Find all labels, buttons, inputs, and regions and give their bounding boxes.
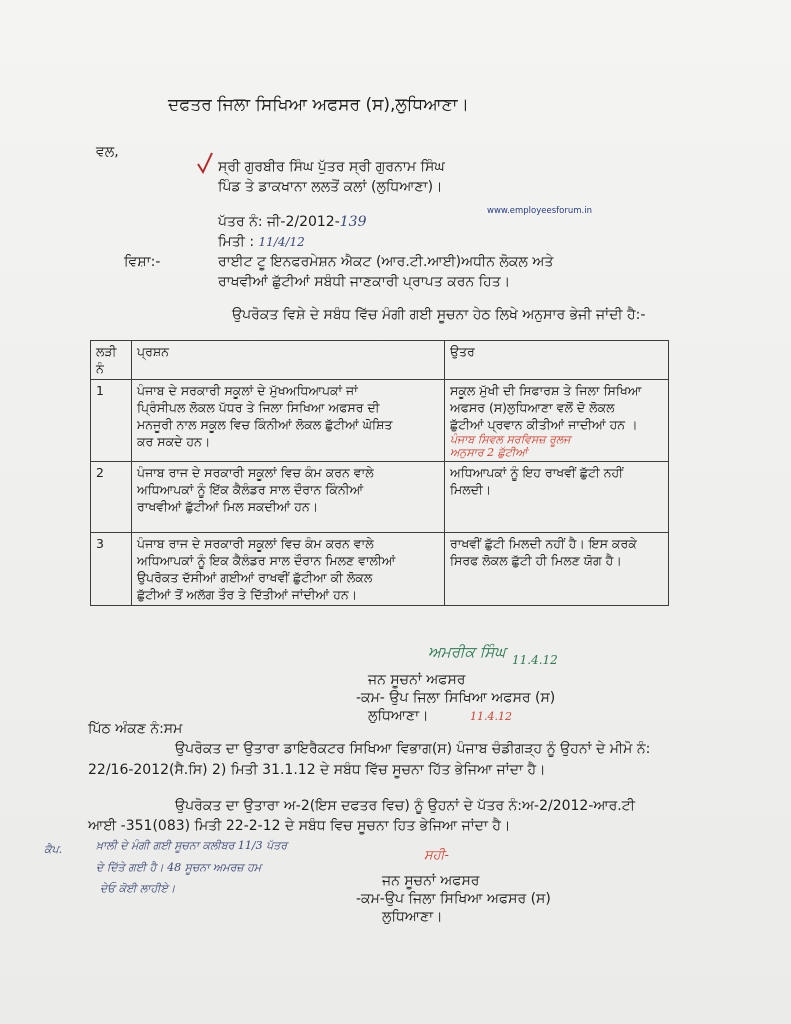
handnote-line-2: ਦੇ ਦਿੱਤੇ ਗਈ ਹੈ। 48 ਸੂਚਨਾ ਅਮਰਜ਼ ਹਮ	[96, 861, 262, 874]
pio-title: ਜਨ ਸੂਚਨਾਂ ਅਫਸਰ	[368, 672, 466, 688]
question-line: ਕਰ ਸਕਦੇ ਹਨ।	[137, 434, 211, 449]
office-title: ਦਫਤਰ ਜਿਲਾ ਸਿਖਿਆ ਅਫਸਰ (ਸ),ਲੁਧਿਆਣਾ।	[168, 95, 469, 115]
intro-text: ਉਪਰੋਕਤ ਵਿਸ਼ੇ ਦੇ ਸਬੰਧ ਵਿੱਚ ਮੰਗੀ ਗਈ ਸੂਚਨਾ ਹੇਠ ਲਿਖੇ ਅਨੁਸਾਰ ਭੇਜੀ ਜਾਂਦੀ ਹੈ:-	[232, 307, 646, 323]
endorsement-para1-line1: ਉਪਰੋਕਤ ਦਾ ਉਤਾਰਾ ਡਾਇਰੈਕਟਰ ਸਿਖਿਆ ਵਿਭਾਗ(ਸ) ਪੰਜਾਬ ਚੰਡੀਗੜ੍ਹ ਨੂੰ ਉਹਨਾਂ ਦੇ ਮੀਮੋ ਨੰ:	[175, 741, 651, 757]
reference-number-handwritten: 139	[339, 214, 367, 230]
letter-reference	[218, 213, 366, 231]
reference-label: ਪੱਤਰ ਨੰ: ਜੀ-2/2012-	[218, 214, 340, 230]
question-line: ਮਨਜੂਰੀ ਨਾਲ ਸਕੂਲ ਵਿਚ ਕਿੰਨੀਆਂ ਲੋਕਲ ਛੁੱਟੀਆਂ ਘੋਸ਼ਿਤ	[137, 417, 393, 432]
handnote-prefix: ਕੈਪ.	[44, 843, 63, 856]
header-sr: ਲੜੀ ਨੰ	[91, 341, 132, 380]
date-label: ਮਿਤੀ :	[218, 234, 255, 250]
row-number: 1	[91, 380, 132, 462]
question-line: ਉਪਰੋਕਤ ਦੱਸੀਆਂ ਗਈਆਂ ਰਾਖਵੀਂ ਛੁੱਟੀਆ ਕੀ ਲੋਕਲ	[137, 570, 373, 585]
handnote-line-1: ਖ਼ਾਲੀ ਦੇ ਮੰਗੀ ਗਈ ਸੂਚਨਾ ਕਲੀਬਰ 11/3 ਪੱਤਰ	[96, 839, 288, 852]
question-line: ਪ੍ਰਿੰਸੀਪਲ ਲੋਕਲ ਪੱਧਰ ਤੇ ਜਿਲਾ ਸਿਖਿਆ ਅਫਸਰ ਦੀ	[137, 400, 380, 415]
subject-line-2: ਰਾਖਵੀਆਂ ਛੁੱਟੀਆਂ ਸਬੰਧੀ ਜਾਣਕਾਰੀ ਪ੍ਰਾਪਤ ਕਰਨ ਹਿਤ।	[218, 274, 511, 290]
table-row	[91, 462, 669, 533]
endorsement-para2-line2: ਆਈ -351(083) ਮਿਤੀ 22-2-12 ਦੇ ਸਬੰਧ ਵਿਚ ਸੂਚਨਾ ਹਿਤ ਭੇਜਿਆ ਜਾਂਦਾ ਹੈ।	[88, 818, 511, 834]
row-number: 3	[91, 533, 132, 606]
pio2-designation: -ਕਮ-ਉਪ ਜਿਲਾ ਸਿਖਿਆ ਅਫਸਰ (ਸ)	[356, 891, 551, 907]
answer-line: ਸਿਰਫ ਲੋਕਲ ਛੁੱਟੀ ਹੀ ਮਿਲਣ ਯੋਗ ਹੈ।	[450, 553, 622, 568]
header-question: ਪ੍ਰਸ਼ਨ	[132, 341, 445, 380]
endorsement-para1-line2: 22/16-2012(ਸੈ.ਸਿ) 2) ਮਿਤੀ 31.1.12 ਦੇ ਸਬੰਧ ਵਿੱਚ ਸੂਚਨਾ ਹਿੱਤ ਭੇਜਿਆ ਜਾਂਦਾ ਹੈ।	[88, 762, 546, 778]
header-answer: ਉਤਰ	[445, 341, 669, 380]
to-label: ਵਲ,	[96, 144, 119, 160]
signature-date-handwritten: 11.4.12	[512, 653, 558, 667]
addressee-name: ਸ੍ਰੀ ਗੁਰਬੀਰ ਸਿੰਘ ਪੁੱਤਰ ਸ੍ਰੀ ਗੁਰਨਾਮ ਸਿੰਘ	[218, 159, 445, 175]
question-cell	[132, 533, 445, 606]
handnote-line-3: ਦੇਓ ਕੋਈ ਲਾਹੀਏ।	[100, 882, 176, 895]
signature2-initials: ਸਹੀ-	[424, 848, 449, 863]
pio2-title: ਜਨ ਸੂਚਨਾਂ ਅਫਸਰ	[382, 873, 480, 889]
question-line: ਪੰਜਾਬ ਦੇ ਸਰਕਾਰੀ ਸਕੂਲਾਂ ਦੇ ਮੁੱਖਅਧਿਆਪਕਾਂ ਜਾਂ	[137, 383, 358, 398]
tick-mark-icon	[197, 152, 213, 174]
subject-line-1: ਰਾਈਟ ਟੂ ਇਨਫਰਮੇਸ਼ਨ ਐਕਟ (ਆਰ.ਟੀ.ਆਈ)ਅਧੀਨ ਲੋਕਲ ਅਤੇ	[218, 254, 554, 270]
answer-line: ਛੁੱਟੀਆਂ ਪ੍ਰਵਾਨ ਕੀਤੀਆਂ ਜਾਦੀਆਂ ਹਨ ।	[450, 417, 638, 432]
watermark-url: www.employeesforum.in	[487, 206, 592, 216]
letter-date	[218, 233, 305, 251]
answer-line: ਮਿਲਦੀ।	[450, 482, 492, 497]
addressee-village: ਪਿੰਡ ਤੇ ਡਾਕਖਾਨਾ ਲਲਤੋਂ ਕਲਾਂ (ਲੁਧਿਆਣਾ)।	[218, 179, 443, 195]
row-number: 2	[91, 462, 132, 533]
table-row	[91, 533, 669, 606]
handwritten-note-line: ਅਨੁਸਾਰ 2 ਛੁੱਟੀਆਂ	[450, 446, 528, 459]
question-line: ਅਧਿਆਪਕਾਂ ਨੂੰ ਇਕ ਕੈਲੰਡਰ ਸਾਲ ਦੌਰਾਨ ਮਿਲਣ ਵਾਲੀਆਂ	[137, 553, 396, 568]
answer-cell	[445, 380, 669, 462]
question-line: ਛੁੱਟੀਆਂ ਤੋਂ ਅਲੱਗ ਤੌਰ ਤੇ ਦਿੱਤੀਆਂ ਜਾਂਦੀਆਂ ਹਨ।	[137, 587, 358, 602]
question-cell	[132, 380, 445, 462]
pio-designation: -ਕਮ- ਉਪ ਜਿਲਾ ਸਿਖਿਆ ਅਫਸਰ (ਸ)	[356, 690, 556, 706]
table-row	[91, 380, 669, 462]
signature-initials: ਅਮਰੀਕ ਸਿੰਘ	[428, 643, 506, 661]
answer-line: ਅਫਸਰ (ਸ)ਲੁਧਿਆਣਾ ਵਲੋਂ ਦੋ ਲੋਕਲ	[450, 400, 615, 415]
question-line: ਅਧਿਆਪਕਾਂ ਨੂੰ ਇੱਕ ਕੈਲੰਡਰ ਸਾਲ ਦੌਰਾਨ ਕਿੰਨੀਆਂ	[137, 482, 364, 497]
answer-line: ਅਧਿਆਪਕਾਂ ਨੂੰ ਇਹ ਰਾਖਵੀਂ ਛੁੱਟੀ ਨਹੀਂ	[450, 465, 623, 480]
question-cell	[132, 462, 445, 533]
answer-cell	[445, 462, 669, 533]
endorsement-para2-line1: ਉਪਰੋਕਤ ਦਾ ਉਤਾਰਾ ਅ-2(ਇਸ ਦਫਤਰ ਵਿਚ) ਨੂੰ ਉਹਨਾਂ ਦੇ ਪੱਤਰ ਨੰ:ਅ-2/2012-ਆਰ.ਟੀ	[175, 798, 635, 814]
pio2-location: ਲੁਧਿਆਣਾ।	[382, 909, 443, 925]
answer-line: ਰਾਖਵੀਂ ਛੁੱਟੀ ਮਿਲਦੀ ਨਹੀਂ ਹੈ। ਇਸ ਕਰਕੇ	[450, 536, 637, 551]
endorsement-label: ਪਿੱਠ ਅੰਕਣ ਨੰ:ਸਮ	[88, 721, 183, 737]
question-line: ਰਾਖਵੀਆਂ ਛੁੱਟੀਆਂ ਮਿਲ ਸਕਦੀਆਂ ਹਨ।	[137, 499, 319, 514]
info-table	[90, 340, 669, 606]
question-line: ਪੰਜਾਬ ਰਾਜ ਦੇ ਸਰਕਾਰੀ ਸਕੂਲਾਂ ਵਿਚ ਕੰਮ ਕਰਨ ਵਾਲੇ	[137, 536, 374, 551]
answer-line: ਸਕੂਲ ਮੁੱਖੀ ਦੀ ਸਿਫਾਰਸ਼ ਤੇ ਜਿਲਾ ਸਿਖਿਆ	[450, 383, 642, 398]
answer-cell	[445, 533, 669, 606]
question-line: ਪੰਜਾਬ ਰਾਜ ਦੇ ਸਰਕਾਰੀ ਸਕੂਲਾਂ ਵਿਚ ਕੰਮ ਕਰਨ ਵਾਲੇ	[137, 465, 374, 480]
stamp-date-handwritten: 11.4.12	[470, 710, 512, 723]
date-handwritten: 11/4/12	[258, 235, 305, 249]
handwritten-note-line: ਪੰਜਾਬ ਸਿਵਲ ਸਰਵਿਸਜ਼ ਰੂਲਜ	[450, 433, 571, 446]
subject-label: ਵਿਸ਼ਾ:-	[124, 254, 161, 270]
pio-location: ਲੁਧਿਆਣਾ।	[368, 708, 429, 724]
table-header-row	[91, 341, 669, 380]
